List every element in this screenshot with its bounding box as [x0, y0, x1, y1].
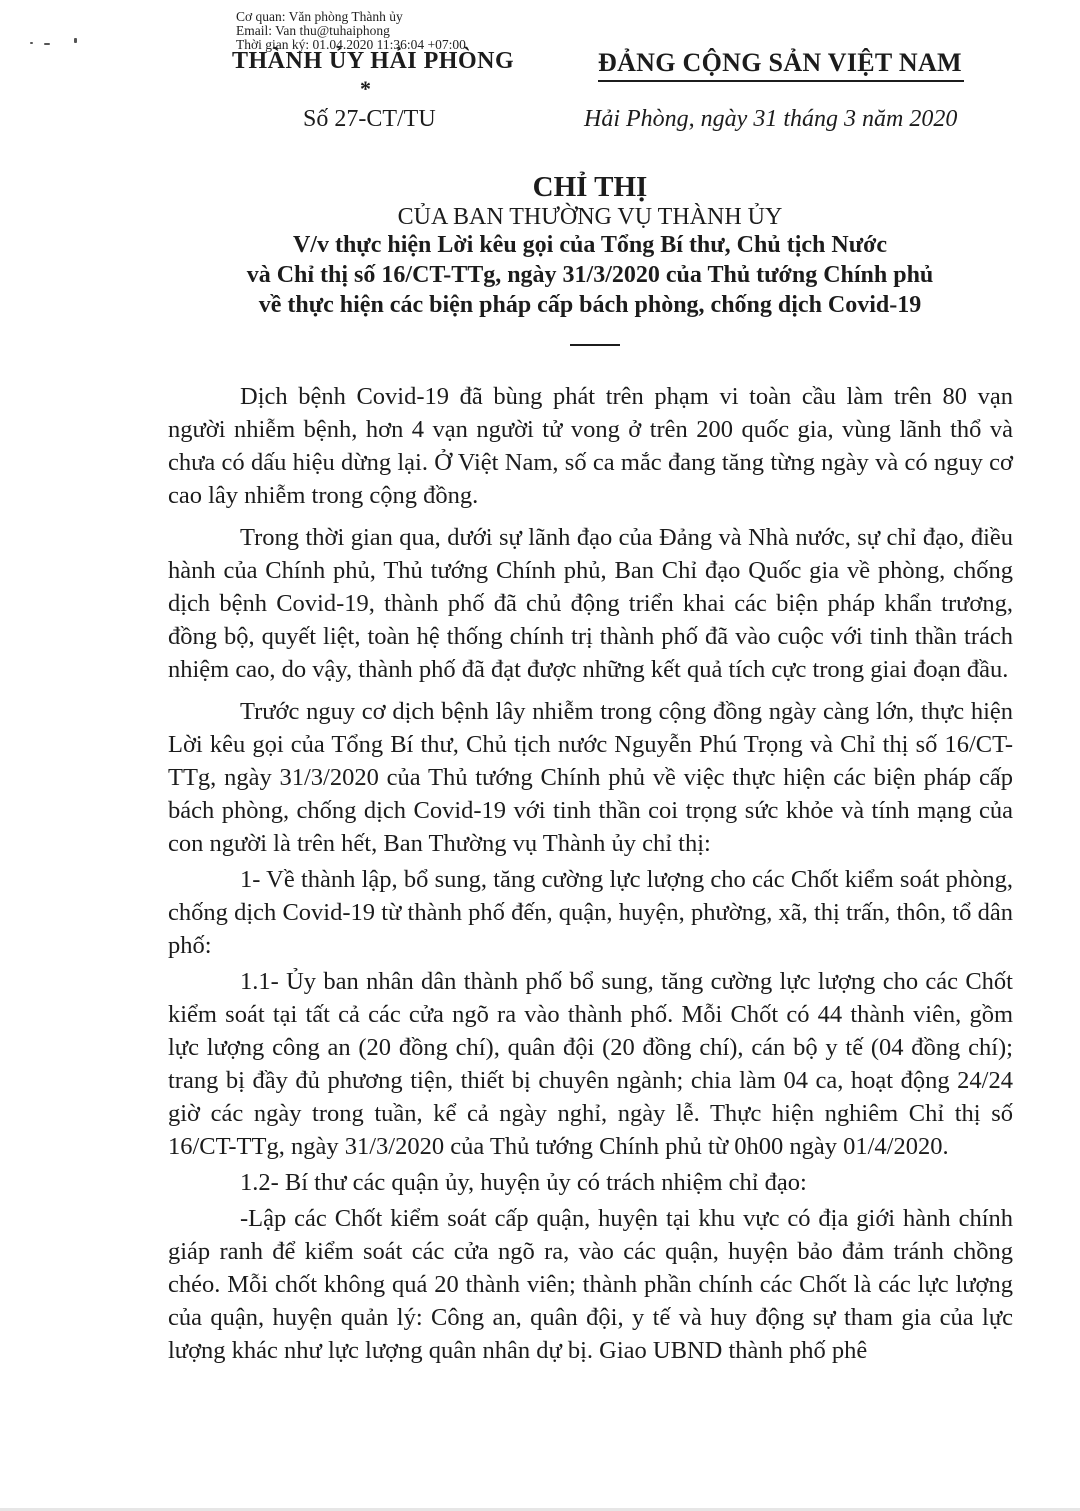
signature-email: Email: Van thu@tuhaiphong — [236, 23, 390, 38]
body-paragraph: Dịch bệnh Covid-19 đã bùng phát trên phạm vi toàn cầu làm trên 80 vạn người nhiễm bệnh, hơn 4 vạn người tử vong ở trên 200 quốc gia, vùng lãnh thổ và chưa có dấu hiệu dừng lại. Ở Việt Nam, số ca mắc đang tăng từng ngày và có nguy cơ cao lây nhiễm trong cộng đồng. — [168, 383, 1013, 509]
party-name: ĐẢNG CỘNG SẢN VIỆT NAM — [598, 48, 962, 77]
body-paragraph: 1.2- Bí thư các quận ủy, huyện ủy có trách nhiệm chỉ đạo: — [240, 1169, 807, 1196]
scan-specks — [30, 38, 90, 48]
document-body — [168, 380, 1013, 1370]
issuer-line: CỦA BAN THƯỜNG VỤ THÀNH ỦY — [397, 204, 783, 230]
body-paragraph: 1- Về thành lập, bổ sung, tăng cường lực lượng cho các Chốt kiểm soát phòng, chống dịch Covid-19 từ thành phố đến, quận, huyện, phường, xã, thị trấn, thôn, tổ dân phố: — [168, 866, 1013, 959]
body-paragraph: 1.1- Ủy ban nhân dân thành phố bổ sung, tăng cường lực lượng cho các Chốt kiểm soát tại tất cả các cửa ngõ ra vào thành phố. Mỗi Chốt có 44 thành viên, gồm lực lượng công an (20 đồng chí), quân đội (20 đồng chí), cán bộ y tế (04 đồng chí); trang bị đầy đủ phương tiện, thiết bị chuyên ngành; chia làm 04 ca, hoạt động 24/24 giờ các ngày trong tuần, kể cả ngày nghỉ, ngày lễ. Thực hiện nghiêm Chỉ thị số 16/CT-TTg, ngày 31/3/2020 của Thủ tướng Chính phủ từ 0h00 ngày 01/4/2020. — [168, 968, 1013, 1160]
document-type: CHỈ THỊ — [532, 171, 648, 203]
digital-signature-stamp — [236, 10, 466, 52]
signature-time: Thời gian ký: 01.04.2020 11:36:04 +07:00 — [236, 37, 466, 52]
issuing-organization: THÀNH ỦY HẢI PHÒNG — [232, 48, 515, 74]
title-separator — [570, 344, 620, 346]
subject-line-3: về thực hiện các biện pháp cấp bách phòng, chống dịch Covid-19 — [258, 292, 922, 318]
body-paragraph: Trước nguy cơ dịch bệnh lây nhiễm trong cộng đồng ngày càng lớn, thực hiện Lời kêu gọi của Tổng Bí thư, Chủ tịch nước Nguyễn Phú Trọng và Chỉ thị số 16/CT-TTg, ngày 31/3/2020 của Thủ tướng Chính phủ về việc thực hiện các biện pháp cấp bách phòng, chống dịch Covid-19 với tinh thần coi trọng sức khỏe và tính mạng của con người là trên hết, Ban Thường vụ Thành ủy chỉ thị: — [168, 698, 1013, 857]
signature-agency: Cơ quan: Văn phòng Thành ủy — [236, 9, 403, 24]
subject-line-2: và Chỉ thị số 16/CT-TTg, ngày 31/3/2020 của Thủ tướng Chính phủ — [246, 262, 934, 288]
document-number: Số 27-CT/TU — [303, 106, 436, 132]
body-paragraph: -Lập các Chốt kiểm soát cấp quận, huyện tại khu vực có địa giới hành chính giáp ranh để kiểm soát các cửa ngõ ra, vào các quận, huyện bảo đảm tránh chồng chéo. Mỗi chốt không quá 20 thành viên; thành phần chính các Chốt là các lực lượng của quận, huyện quản lý: Công an, quân đội, y tế và huy động sự tham gia của lực lượng khác như lực lượng quân nhân dự bị. Giao UBND thành phố phê — [168, 1205, 1013, 1364]
place-and-date: Hải Phòng, ngày 31 tháng 3 năm 2020 — [584, 106, 958, 132]
party-underline — [598, 80, 964, 82]
body-paragraph: Trong thời gian qua, dưới sự lãnh đạo của Đảng và Nhà nước, sự chỉ đạo, điều hành của Chính phủ, Thủ tướng Chính phủ, Ban Chỉ đạo Quốc gia về phòng, chống dịch bệnh Covid-19, thành phố đã chủ động triển khai các biện pháp khẩn trương, đồng bộ, quyết liệt, toàn hệ thống chính trị thành phố đã vào cuộc với tinh thần trách nhiệm cao, do vậy, thành phố đã đạt được những kết quả tích cực trong giai đoạn đầu. — [168, 524, 1013, 683]
subject-line-1: V/v thực hiện Lời kêu gọi của Tổng Bí thư, Chủ tịch Nước — [292, 232, 888, 258]
star-mark: * — [360, 76, 371, 101]
